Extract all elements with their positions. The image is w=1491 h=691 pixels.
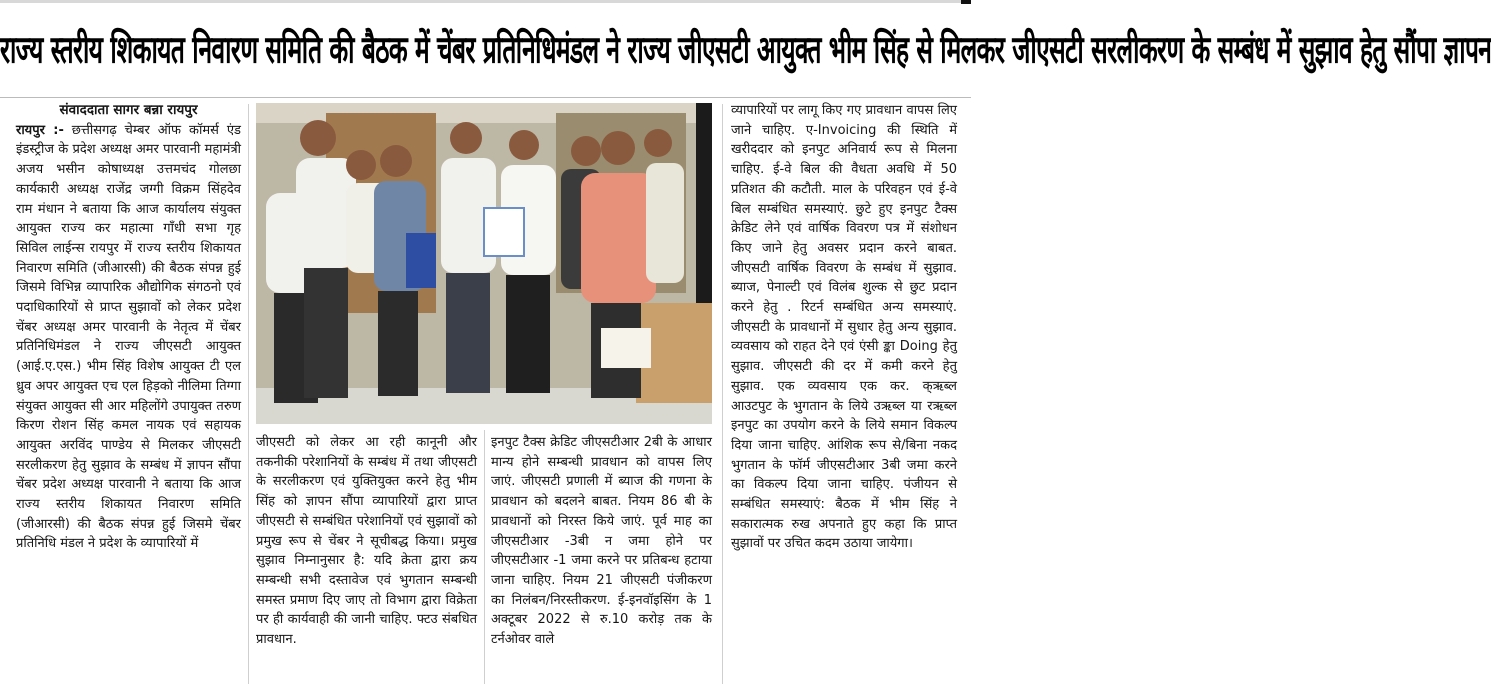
article-text-2: जीएसटी को लेकर आ रही कानूनी और तकनीकी परेशानियों के सम्बंध में तथा जीएसटी के सरलीकरण एवं युक्तियुक्त करने हेतु भीम सिंह को ज्ञापन सौंपा व्यापारियों द्वारा प्राप्त जीएसटी से सम्बंधित परेशानियों एवं सुझावों को प्रमुख रूप से चेंबर ने सूचीबद्ध किया। प्रमुख सुझाव निम्नानुसार है: यदि क्रेता द्वारा क्रय सम्बन्धी सभी दस्तावेज एवं भुगतान सम्बन्धी समस्त प्रमाण दिए जाए तो विभाग द्वारा विक्रेता पर ही कार्यवाही की जानी चाहिए. फ्टउ संबधित प्रावधान. [256,435,477,648]
column-divider [248,104,249,684]
column-divider [484,430,485,684]
article-column-4 [731,101,957,687]
photo-illustration [256,103,712,424]
article-column-1 [16,101,241,687]
article-column-2 [256,433,477,687]
article-paragraph-1 [16,121,241,554]
byline: संवाददाता सागर बन्ना रायपुर [59,102,198,118]
column-divider [722,104,723,684]
headline-rule [0,97,971,98]
dateline: रायपुर :- [16,122,64,138]
article-text-3: इनपुट टैक्स क्रेडिट जीएसटीआर 2बी के आधार मान्य होने सम्बन्धी प्रावधान को वापस लिए जाएं. जीएसटी प्रणाली में ब्याज की गणना के प्रावधान को बदलने बाबत. नियम 86 बी के प्रावधानों को निरस्त किये जाएं. पूर्व माह का जीएसटीआर -3बी न जमा होने पर जीएसटीआर -1 जमा करने पर प्रतिबन्ध हटाया जाना चाहिए. नियम 21 जीएसटी पंजीकरण का निलंबन/निरस्तीकरण. ई-इनवॉइसिंग के 1 अक्टूबर 2022 से रु.10 करोड़ तक के टर्नओवर वाले [491,435,712,648]
news-photo [256,103,712,424]
headline: राज्य स्तरीय शिकायत निवारण समिति की बैठक में चेंबर प्रतिनिधिमंडल ने राज्य जीएसटी आयुक्त भीम सिंह से मिलकर जीएसटी सरलीकरण के सम्बंध में सुझाव हेतु सौंपा ज्ञापन [0,26,1491,72]
article-text-4: व्यापारियों पर लागू किए गए प्रावधान वापस लिए जाने चाहिए. ए-Invoicing की स्थिति में खरीददार को इनपुट अनिवार्य रूप से मिलना चाहिए. ई-वे बिल की वैधता अवधि में 50 प्रतिशत की कटौती. माल के परिवहन एवं ई-वे बिल सम्बंधित समस्याएं. छुटे हुए इनपुट टैक्स क्रेडिट लेने एवं वार्षिक विवरण पत्र में संशोधन किए जाने हेतु अवसर प्रदान करने बाबत. जीएसटी वार्षिक विवरण के सम्बंध में सुझाव. ब्याज, पेनाल्टी एवं विलंब शुल्क से छुट प्रदान करने हेतु . रिटर्न सम्बंधित अन्य समस्याएं. जीएसटी के प्रावधानों में सुधार हेतु अन्य सुझाव. व्यवसाय को राहत देने एवं एंसी ङ्का Doing हेतु सुझाव. जीएसटी की दर में कमी करने हेतु सुझाव. एक व्यवसाय एक कर. क्ऋब्ल आउटपुट के भुगतान के लिये उऋब्ल या रऋब्ल इनपुट का उपयोग करने के लिये समान विकल्प दिया जाना चाहिए. आंशिक रूप से/बिना नकद भुगतान के फॉर्म जीएसटीआर 3बी जमा करने का विकल्प दिया जाना चाहिए. पंजीयन से सम्बंधित समस्याएं: बैठक में भीम सिंह ने सकारात्मक रुख अपनाते हुए कहा कि प्राप्त सुझावों पर उचित कदम उठाया जायेगा। [731,103,957,552]
article-column-3 [491,433,712,687]
article-text-1: छत्तीसगढ़ चेम्बर ऑफ कॉमर्स एंड इंडस्ट्रीज के प्रदेश अध्यक्ष अमर पारवानी महामंत्री अजय भसीन कोषाध्यक्ष उत्तमचंद गोलछा कार्यकारी अध्यक्ष राजेंद्र जग्गी विक्रम सिंहदेव राम मंधान ने बताया कि आज कार्यालय संयुक्त आयुक्त राज्य कर महात्मा गाँधी सभा गृह सिविल लाईन्स रायपुर में राज्य स्तरीय शिकायत निवारण समिति (जीआरसी) की बैठक संपन्न हुई जिसमे विभिन्न व्यापारिक औद्योगिक संगठनो एवं पदाधिकारियों से प्राप्त सुझावों को लेकर प्रदेश चेंबर अध्यक्ष अमर पारवानी के नेतृत्व में चेंबर प्रतिनिधिमंडल ने राज्य जीएसटी आयुक्त (आई.ए.एस.) भीम सिंह विशेष आयुक्त टी एल ध्रुव अपर आयुक्त एच एल हिड़को नीलिमा तिग्गा संयुक्त आयुक्त सी आर महिलोंगे उपायुक्त तरुण किरण रोशन सिंह कमल नायक एवं सहायक आयुक्त अरविंद पाण्डेय से मिलकर जीएसटी सरलीकरण हेतु सुझाव के सम्बंध में ज्ञापन सौंपा चेंबर प्रदेश अध्यक्ष पारवानी ने बताया कि आज राज्य स्तरीय शिकायत निवारण समिति (जीआरसी) की बैठक संपन्न हुई जिसमे चेंबर प्रतिनिधि मंडल ने प्रदेश के व्यापारियों में [16,122,241,552]
